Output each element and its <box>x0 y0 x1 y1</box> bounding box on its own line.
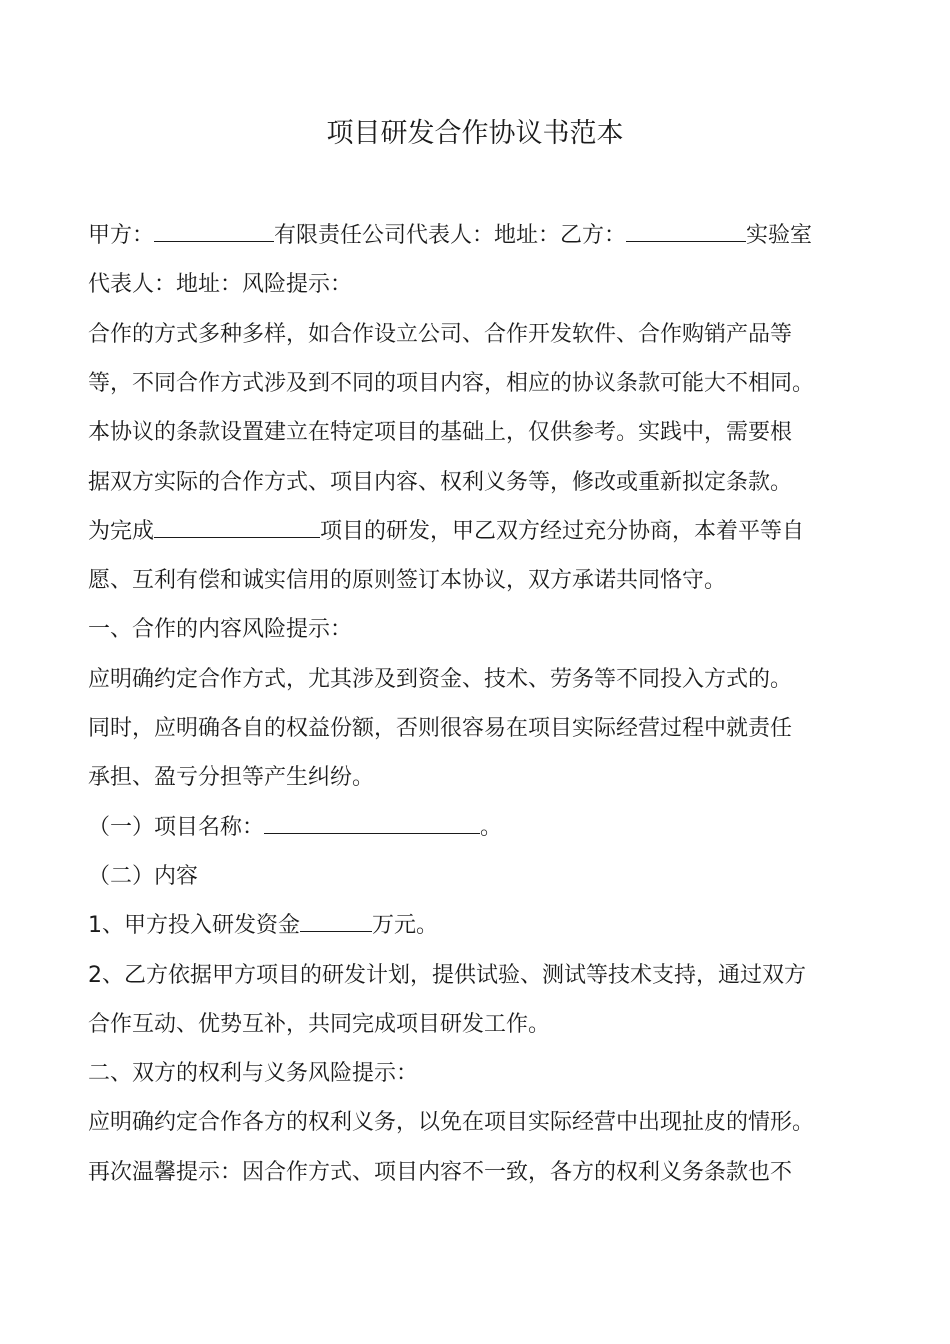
text-line <box>88 212 878 260</box>
text-line <box>88 902 878 950</box>
line-text: 1、甲方投入研发资金 <box>88 913 300 939</box>
text-line <box>88 1149 878 1197</box>
line-text: 有限责任公司代表人：地址：乙方： <box>274 223 627 248</box>
fill-in-blank <box>300 903 372 932</box>
fill-in-blank <box>264 805 480 834</box>
text-line <box>88 360 878 408</box>
line-text: 同时，应明确各自的权益份额，否则很容易在项目实际经营过程中就责任 <box>88 716 793 741</box>
text-line <box>88 606 878 654</box>
text-line <box>88 459 878 507</box>
text-line <box>88 409 878 457</box>
text-line <box>88 853 878 901</box>
line-text: 应明确约定合作各方的权利义务，以免在项目实际经营中出现扯皮的情形。 <box>88 1110 815 1136</box>
text-line <box>88 754 878 802</box>
line-text: 再次温馨提示：因合作方式、项目内容不一致，各方的权利义务条款也不 <box>88 1159 793 1185</box>
fill-in-blank <box>626 213 746 242</box>
line-text: 据双方实际的合作方式、项目内容、权利义务等，修改或重新拟定条款。 <box>88 469 793 495</box>
text-line <box>88 656 878 704</box>
text-line <box>88 1001 878 1049</box>
fill-in-blank <box>154 213 274 242</box>
line-text: 实验室 <box>746 223 813 248</box>
line-text: 万元。 <box>372 913 439 939</box>
line-text: 甲方： <box>88 223 155 248</box>
text-line <box>88 804 878 852</box>
line-text: 代表人：地址：风险提示： <box>88 272 353 298</box>
line-text: 本协议的条款设置建立在特定项目的基础上，仅供参考。实践中，需要根 <box>88 420 793 446</box>
line-text: 为完成 <box>88 518 155 544</box>
text-line <box>88 311 878 359</box>
document-title: 项目研发合作协议书范本 <box>326 118 624 149</box>
line-text: 应明确约定合作方式，尤其涉及到资金、技术、劳务等不同投入方式的。 <box>88 666 793 692</box>
line-text: （二）内容 <box>88 863 199 889</box>
line-text: 2、乙方依据甲方项目的研发计划，提供试验、测试等技术支持，通过双方 <box>88 962 806 988</box>
text-line <box>88 508 878 556</box>
text-line <box>88 557 878 605</box>
line-text: 愿、互利有偿和诚实信用的原则签订本协议，双方承诺共同恪守。 <box>88 568 727 594</box>
line-text: 合作的方式多种多样，如合作设立公司、合作开发软件、合作购销产品等 <box>88 321 793 347</box>
text-line <box>88 705 878 753</box>
line-text: 等，不同合作方式涉及到不同的项目内容，相应的协议条款可能大不相同。 <box>88 370 815 396</box>
text-line <box>88 1099 878 1147</box>
text-line <box>88 261 878 309</box>
text-line <box>88 1050 878 1098</box>
line-text: 承担、盈亏分担等产生纠纷。 <box>88 765 375 791</box>
line-text: （一）项目名称： <box>88 814 265 840</box>
text-line <box>88 952 878 1000</box>
line-text: 二、双方的权利与义务风险提示： <box>88 1061 419 1087</box>
line-text: 。 <box>480 814 503 840</box>
fill-in-blank <box>154 509 320 538</box>
line-text: 合作互动、优势互补，共同完成项目研发工作。 <box>88 1011 551 1037</box>
line-text: 项目的研发，甲乙双方经过充分协商，本着平等自 <box>320 518 805 544</box>
line-text: 一、合作的内容风险提示： <box>88 617 353 643</box>
